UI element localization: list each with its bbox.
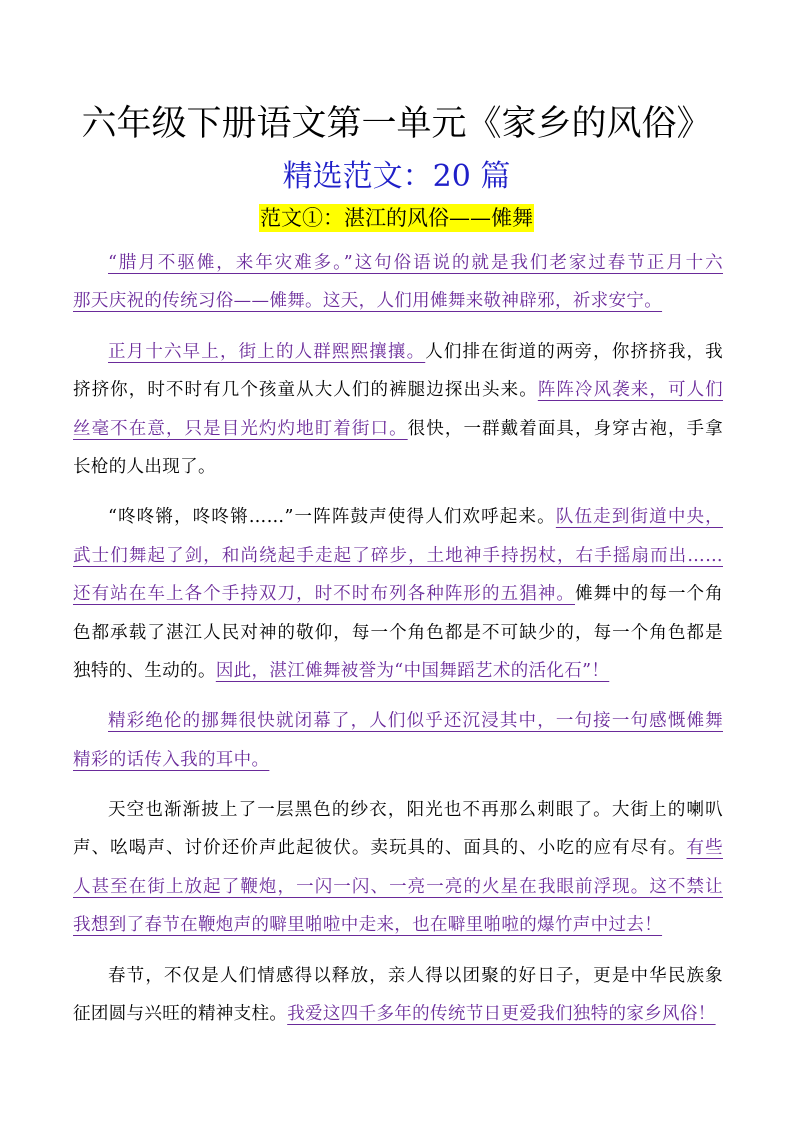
- paragraph-line: [73, 244, 723, 282]
- underlined-text: 正月十六早上，街上的人群熙熙攘攘。: [108, 341, 426, 362]
- underlined-text: 队伍走到街道中央，: [555, 507, 723, 528]
- paragraph-gap: [73, 945, 723, 957]
- underlined-text: “腊月不驱傩，来年灾难多。”这句俗语说的就是我们老家过春节正月十六: [108, 253, 723, 273]
- paragraph-line: [73, 371, 723, 409]
- body-text: 独特的、生动的。: [73, 660, 216, 681]
- paragraph-line: [73, 906, 723, 944]
- essay-paragraph: [73, 244, 723, 321]
- paragraph-gap: [73, 779, 723, 791]
- essay-paragraph: [73, 333, 723, 487]
- document-title: 六年级下册语文第一单元《家乡的风俗》: [81, 104, 712, 144]
- essay-paragraph: [73, 957, 723, 1034]
- body-text: 色都承载了湛江人民对神的敬仰，每一个角色都是不可缺少的，每一个角色都是: [73, 622, 723, 643]
- underlined-text: 精彩绝伦的挪舞很快就闭幕了，人们似乎还沉浸其中，一句接一句感慨傩舞: [108, 711, 723, 732]
- paragraph-line: [73, 868, 723, 906]
- essay-paragraph: [73, 498, 723, 690]
- section-title: 范文①：湛江的风俗——傩舞: [260, 206, 533, 230]
- body-text: 长枪的人出现了。: [73, 456, 216, 477]
- underlined-text: 有些: [686, 838, 723, 859]
- paragraph-line: [73, 575, 723, 613]
- body-text: 春节，不仅是人们情感得以释放，亲人得以团聚的好日子，更是中华民族象: [108, 965, 723, 986]
- paragraph-line: [73, 333, 723, 371]
- document-subtitle: 精选范文：20 篇: [282, 159, 511, 194]
- essay-body: [73, 244, 723, 1033]
- body-text: 征团圆与兴旺的精神支柱。: [73, 1004, 288, 1025]
- paragraph-line: [73, 498, 723, 536]
- body-text: 挤挤你，时不时有几个孩童从大人们的裤腿边探出头来。: [73, 380, 538, 401]
- paragraph-line: [73, 448, 723, 486]
- underlined-text: 精彩的话传入我的耳中。: [73, 749, 270, 770]
- underlined-text: 我爱这四千多年的传统节日更爱我们独特的家乡风俗！: [287, 1004, 716, 1025]
- paragraph-gap: [73, 690, 723, 702]
- paragraph-gap: [73, 486, 723, 498]
- paragraph-line: [73, 652, 723, 690]
- section-heading: [0, 203, 793, 233]
- paragraph-line: [73, 410, 723, 448]
- paragraph-line: [73, 829, 723, 867]
- underlined-text: 我想到了春节在鞭炮声的噼里啪啦中走来，也在噼里啪啦的爆竹声中过去！: [73, 915, 663, 936]
- essay-paragraph: [73, 791, 723, 945]
- body-text: 天空也渐渐披上了一层黑色的纱衣，阳光也不再那么刺眼了。大街上的喇叭: [108, 800, 723, 821]
- underlined-text: 因此，湛江傩舞被誉为“中国舞蹈艺术的活化石”！: [215, 660, 610, 681]
- body-text: 人们排在街道的两旁，你挤挤我，我: [425, 341, 723, 362]
- paragraph-line: [73, 537, 723, 575]
- paragraph-line: [73, 702, 723, 740]
- paragraph-gap: [73, 321, 723, 333]
- paragraph-line: [73, 741, 723, 779]
- underlined-text: 人甚至在街上放起了鞭炮，一闪一闪、一亮一亮的火星在我眼前浮现。这不禁让: [73, 876, 723, 897]
- underlined-text: 还有站在车上各个手持双刀，时不时布列各种阵形的五猖神。: [73, 584, 575, 605]
- paragraph-line: [73, 282, 723, 320]
- essay-paragraph: [73, 702, 723, 779]
- body-text: 傩舞中的每一个角: [575, 584, 723, 605]
- paragraph-line: [73, 791, 723, 829]
- paragraph-line: [73, 995, 723, 1033]
- body-text: 声、吆喝声、讨价还价声此起彼伏。卖玩具的、面具的、小吃的应有尽有。: [73, 838, 687, 859]
- body-text: 很快，一群戴着面具，身穿古袍，手拿: [407, 418, 723, 439]
- underlined-text: 那天庆祝的传统习俗——傩舞。这天，人们用傩舞来敬神辟邪，祈求安宁。: [73, 291, 663, 312]
- underlined-text: 武士们舞起了剑，和尚绕起手走起了碎步，土地神手持拐杖，右手摇扇而出……: [73, 545, 723, 566]
- body-text: “咚咚锵，咚咚锵……”一阵阵鼓声使得人们欢呼起来。: [108, 507, 556, 528]
- paragraph-line: [73, 614, 723, 652]
- underlined-text: 阵阵冷风袭来，可人们: [537, 380, 724, 401]
- underlined-text: 丝毫不在意，只是目光灼灼地盯着街口。: [73, 418, 408, 439]
- paragraph-line: [73, 957, 723, 995]
